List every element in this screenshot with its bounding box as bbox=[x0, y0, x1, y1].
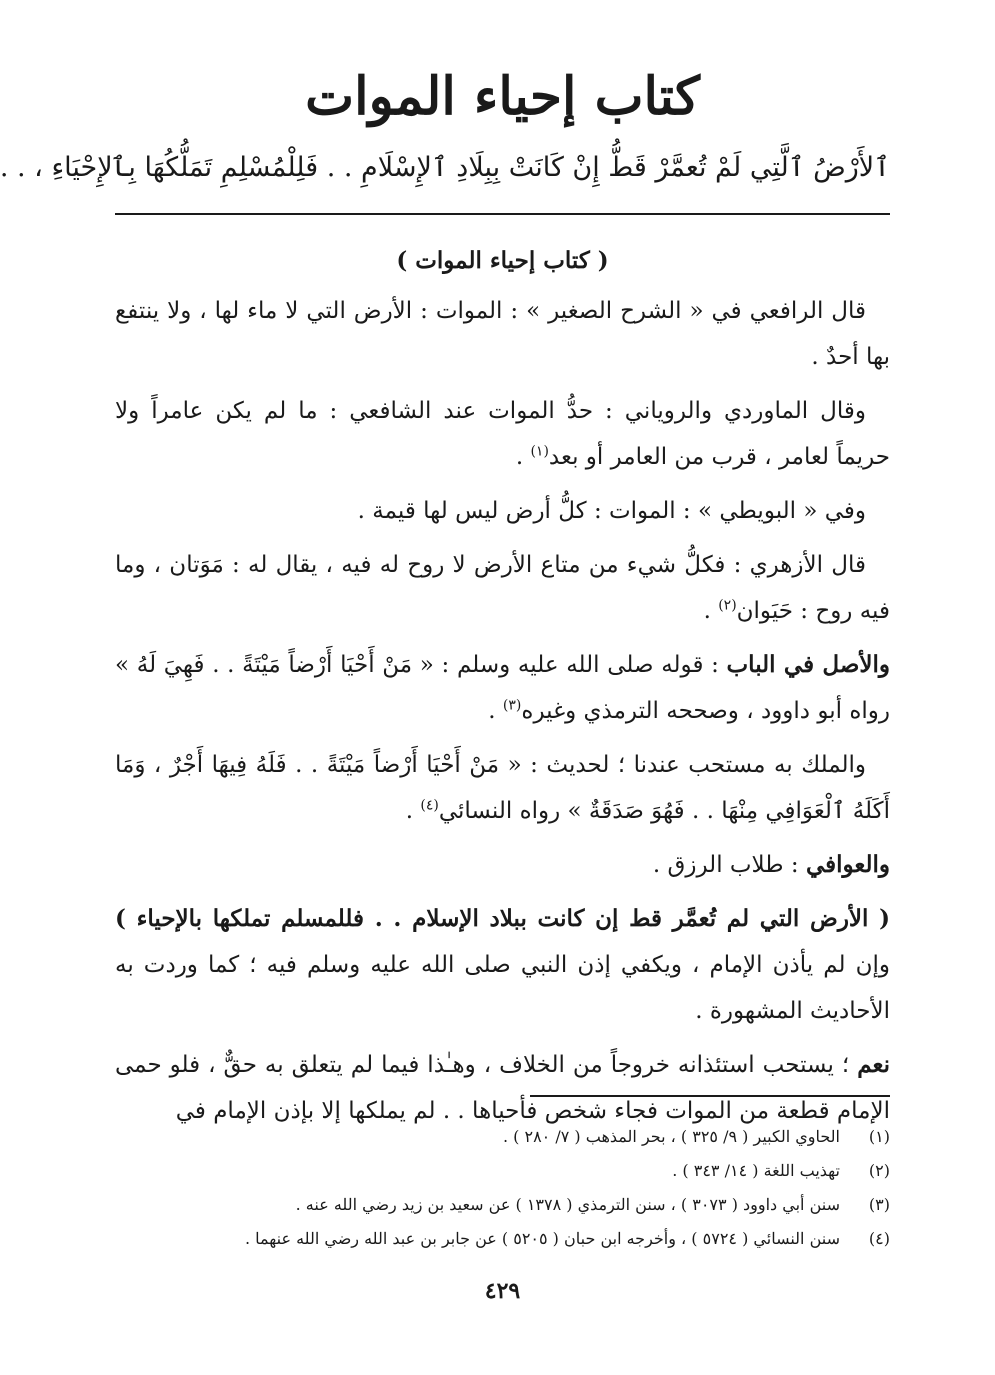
heading-divider bbox=[115, 213, 890, 215]
paragraph bbox=[115, 896, 890, 1034]
paragraph-text: قال الرافعي في « الشرح الصغير » : الموات : الأرض التي لا ماء لها ، ولا ينتفع بها أحدٌ . bbox=[115, 298, 890, 370]
paragraph bbox=[115, 742, 890, 834]
paragraph-tail: . bbox=[488, 698, 503, 724]
footnote-ref[interactable]: (٤) bbox=[420, 797, 439, 814]
paragraph bbox=[115, 842, 890, 888]
matn-heading: ٱلأَرْضُ ٱلَّتِي لَمْ تُعمَّرْ قَطُّ إِنْ كَانَتْ بِبِلَادِ ٱلإِسْلَامِ . . فَلِلْمُسْلِمِ تَمَلُّكُهَا بِٱلإِحْيَاءِ ، . . bbox=[0, 152, 890, 183]
paragraph-lead: ( الأرض التي لم تُعمَّر قط إن كانت ببلاد الإسلام . . فللمسلم تملكها بالإحياء ) bbox=[115, 905, 890, 932]
footnote-ref[interactable]: (٢) bbox=[718, 597, 737, 614]
paragraph-lead: والعوافي bbox=[805, 851, 890, 878]
chapter-title: كتاب إحياء الموات bbox=[305, 66, 700, 127]
paragraph bbox=[115, 288, 890, 380]
paragraph bbox=[115, 642, 890, 734]
paragraph-text: ؛ يستحب استئذانه خروجاً من الخلاف ، وهـٰذا فيما لم يتعلق به حقٌّ ، فلو حمى الإمام قطعة من الموات فجاء شخص فأحياها . . لم يملكها إلا بإذن الإمام في bbox=[115, 1052, 890, 1124]
footnote-text: سنن النسائي ( ٥٧٢٤ ) ، وأخرجه ابن حبان ( ٥٢٠٥ ) عن جابر بن عبد الله رضي الله عنهما . bbox=[244, 1229, 840, 1248]
paragraph bbox=[115, 488, 890, 534]
footnote-number: (٣) bbox=[868, 1195, 890, 1214]
paragraph-text: وفي « البويطي » : الموات : كلُّ أرض ليس لها قيمة . bbox=[357, 498, 866, 524]
paragraph-tail: . bbox=[515, 444, 531, 470]
commentary-body bbox=[115, 238, 890, 1142]
paragraph-text: : طلاب الرزق . bbox=[652, 852, 806, 878]
paragraph-text: وإن لم يأذن الإمام ، ويكفي إذن النبي صلى الله عليه وسلم فيه ؛ كما وردت به الأحاديث المشهورة . bbox=[115, 952, 890, 1024]
footnote-text: سنن أبي داوود ( ٣٠٧٣ ) ، سنن الترمذي ( ١٣٧٨ ) عن سعيد بن زيد رضي الله عنه . bbox=[295, 1195, 840, 1214]
footnote-item bbox=[115, 1120, 890, 1154]
footnote-text: تهذيب اللغة ( ١٤/ ٣٤٣ ) . bbox=[672, 1161, 840, 1180]
footnote-item bbox=[115, 1188, 890, 1222]
paragraph-text: والملك به مستحب عندنا ؛ لحديث : « مَنْ أَحْيَا أَرْضاً مَيْتَةً . . فَلَهُ فِيهَا أَجْرٌ ، وَمَا أَكَلَهُ ٱلْعَوَافِي مِنْهَا . . فَهُوَ صَدَقَةٌ » رواه النسائي bbox=[115, 752, 890, 824]
footnote-number: (١) bbox=[868, 1127, 890, 1146]
paragraph-text: وقال الماوردي والروياني : حدُّ الموات عند الشافعي : ما لم يكن عامراً ولا حريماً لعامر ، قرب من العامر أو بعد bbox=[115, 398, 890, 470]
paragraph-text: قال الأزهري : فكلُّ شيء من متاع الأرض لا روح له فيه ، يقال له : مَوَتان ، وما فيه روح : حَيَوان bbox=[115, 552, 890, 624]
paragraph bbox=[115, 542, 890, 634]
footnote-number: (٤) bbox=[868, 1229, 890, 1248]
footnote-ref[interactable]: (٣) bbox=[502, 697, 522, 714]
footnote-text: الحاوي الكبير ( ٩/ ٣٢٥ ) ، بحر المذهب ( ٧/ ٢٨٠ ) . bbox=[502, 1127, 840, 1146]
footnote-number: (٢) bbox=[868, 1161, 890, 1180]
paragraph-tail: . bbox=[703, 598, 719, 624]
paragraph bbox=[115, 388, 890, 480]
footnote-item bbox=[115, 1154, 890, 1188]
paragraph-lead: نعم bbox=[857, 1051, 890, 1078]
section-title: ( كتاب إحياء الموات ) bbox=[396, 247, 609, 274]
footnotes bbox=[115, 1120, 890, 1256]
footnote-divider bbox=[530, 1095, 890, 1097]
paragraph-text: : قوله صلى الله عليه وسلم : « مَنْ أَحْيَا أَرْضاً مَيْتَةً . . فَهِيَ لَهُ » رواه أبو داوود ، وصححه الترمذي وغيره bbox=[115, 652, 890, 724]
paragraph-lead: والأصل في الباب bbox=[726, 651, 890, 678]
paragraph-tail: . bbox=[405, 798, 421, 824]
footnote-ref[interactable]: (١) bbox=[530, 443, 549, 460]
page-number: ٤٢٩ bbox=[484, 1278, 521, 1304]
footnote-item bbox=[115, 1222, 890, 1256]
